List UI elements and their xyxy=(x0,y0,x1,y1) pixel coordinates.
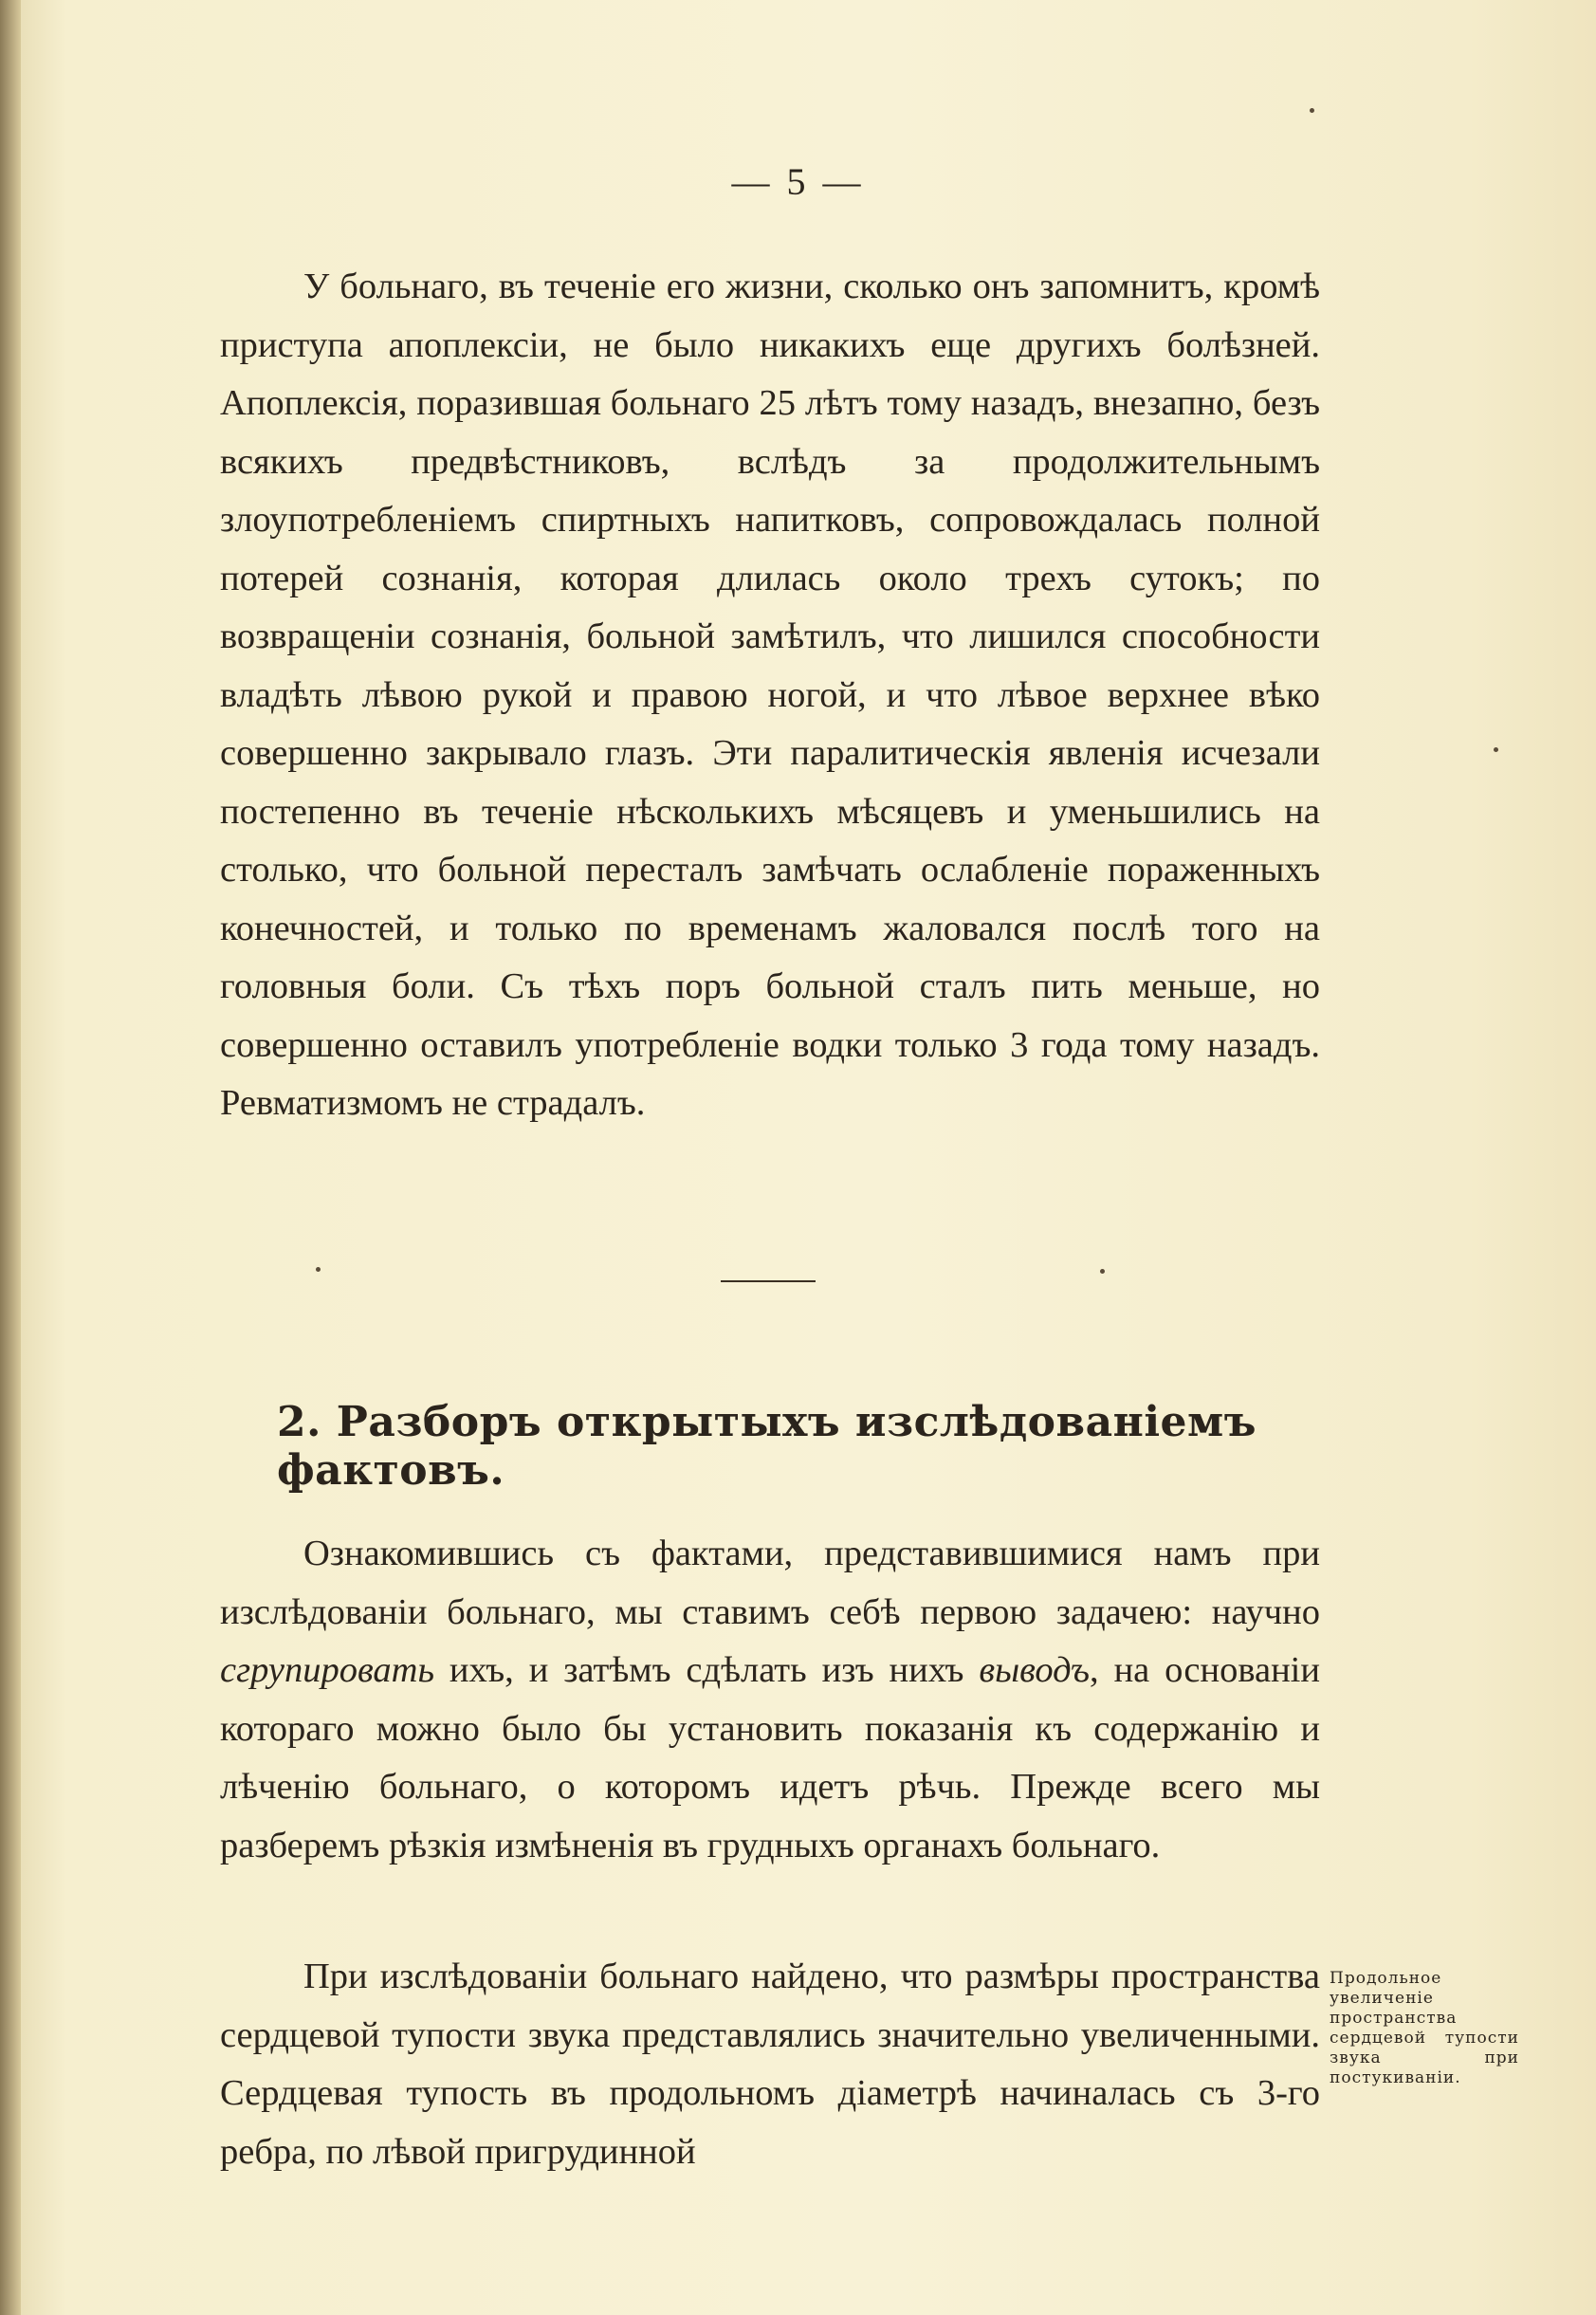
book-spine-shadow xyxy=(0,0,21,2315)
paper-speck xyxy=(1310,108,1314,113)
italic-term: выводъ xyxy=(979,1650,1091,1690)
paragraph-history: У больнаго, въ теченіе его жизни, сколько онъ запомнитъ, кромѣ приступа апоплексіи, не было никакихъ еще другихъ болѣзней. Апоплексія, поразившая больнаго 25 лѣтъ тому назадъ, внезапно, безъ всякихъ предвѣстниковъ, вслѣдъ за продолжительнымъ злоупотребленіемъ спиртныхъ напитковъ, сопровождалась полной потерей сознанія, которая длилась около трехъ сутокъ; по возвращеніи сознанія, больной замѣтилъ, что лишился способности владѣть лѣвою рукой и правою ногой, и что лѣвое верхнее вѣко совершенно закрывало глазъ. Эти паралитическія явленія исчезали постепенно въ теченіе нѣсколькихъ мѣсяцевъ и уменьшились на столько, что больной пересталъ замѣчать ослабленіе пораженныхъ конечностей, и только по временамъ жаловался послѣ того на головныя боли. Съ тѣхъ поръ больной сталъ пить меньше, но совершенно оставилъ употребленіе водки только 3 года тому назадъ. Ревматизмомъ не страдалъ. xyxy=(220,266,1320,1123)
section-divider xyxy=(721,1280,816,1282)
text-run: Ознакомившись съ фактами, представившимися намъ при изслѣдованіи больнаго, мы ставимъ себѣ первою задачею: научно xyxy=(220,1534,1320,1632)
italic-term: сгрупировать xyxy=(220,1650,434,1690)
paper-speck xyxy=(316,1267,321,1272)
paragraph-analysis-intro xyxy=(220,1525,1320,1875)
paper-speck xyxy=(1494,747,1498,752)
page-number: — 5 — xyxy=(731,160,865,203)
text-run: , на основаніи котораго можно было бы установить показанія къ содержанію и лѣченію больнаго, о которомъ идетъ рѣчь. Прежде всего мы разберемъ рѣзкія измѣненія въ грудныхъ органахъ больнаго. xyxy=(220,1650,1320,1865)
paper-speck xyxy=(1100,1269,1105,1274)
margin-note: Продольное увеличеніе пространства сердцевой тупости звука при постукиваніи. xyxy=(1330,1969,1519,2087)
section-heading: 2. Разборъ открытыхъ изслѣдованіемъ фактовъ. xyxy=(277,1398,1257,1495)
paragraph-cardiac-dullness: При изслѣдованіи больнаго найдено, что размѣры пространства сердцевой тупости звука представлялись значительно увеличенными. Сердцевая тупость въ продольномъ діаметрѣ начиналась съ 3-го ребра, по лѣвой пригрудинной xyxy=(220,1957,1320,2172)
text-run: ихъ, и затѣмъ сдѣлать изъ нихъ xyxy=(433,1650,980,1690)
